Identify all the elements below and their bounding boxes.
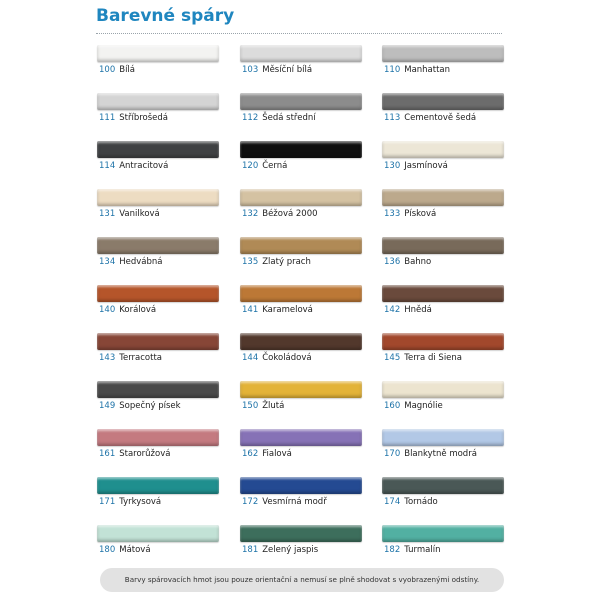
swatch-label [99,545,223,556]
swatch-label [242,401,366,412]
swatch-item [240,141,362,177]
swatch-name: Šedá střední [262,113,316,123]
swatch-name: Cementově šedá [404,113,477,123]
swatch-item [382,285,504,321]
swatch-name: Antracitová [119,161,169,171]
swatch-name: Bílá [119,65,135,75]
color-swatch [240,93,362,110]
swatch-label [99,113,223,124]
swatch-code: 113 [384,113,401,123]
swatch-label [384,161,508,172]
swatch-code: 130 [384,161,401,171]
swatch-code: 181 [242,545,259,555]
swatch-name: Béžová 2000 [262,209,318,219]
swatch-code: 133 [384,209,401,219]
swatch-code: 100 [99,65,116,75]
color-swatch [97,477,219,494]
color-swatch [240,381,362,398]
color-swatch [97,93,219,110]
swatch-label [384,401,508,412]
swatch-label [99,401,223,412]
swatch-label [242,113,366,124]
swatch-name: Tyrkysová [119,497,162,507]
page-title: Barevné spáry [96,6,235,26]
swatch-item [97,93,219,129]
swatch-code: 111 [99,113,116,123]
swatch-name: Bahno [404,257,432,267]
swatch-label [242,161,366,172]
swatch-code: 136 [384,257,401,267]
swatch-code: 140 [99,305,116,315]
color-swatch [240,333,362,350]
color-swatch [382,285,504,302]
swatch-code: 174 [384,497,401,507]
swatch-item [382,45,504,81]
swatch-item [97,189,219,225]
swatch-code: 135 [242,257,259,267]
swatch-item [240,189,362,225]
swatch-item [382,381,504,417]
swatch-name: Žlutá [262,401,285,411]
swatch-code: 120 [242,161,259,171]
swatch-label [384,257,508,268]
swatch-item [97,333,219,369]
swatch-label [242,449,366,460]
swatch-code: 141 [242,305,259,315]
swatch-code: 114 [99,161,116,171]
color-swatch [382,141,504,158]
swatch-code: 110 [384,65,401,75]
swatch-item [382,93,504,129]
swatch-label [99,65,223,76]
swatch-name: Vanilková [119,209,160,219]
swatch-label [384,353,508,364]
swatch-label [242,497,366,508]
swatch-name: Hedvábná [119,257,163,267]
color-swatch [382,429,504,446]
swatch-label [384,209,508,220]
swatch-name: Blankytně modrá [404,449,477,459]
swatch-name: Zelený jaspis [262,545,319,555]
swatch-item [382,141,504,177]
color-swatch [382,477,504,494]
swatch-name: Měsíční bílá [262,65,313,75]
swatch-item [97,429,219,465]
swatch-item [240,477,362,513]
swatch-name: Vesmírná modř [262,497,327,507]
color-swatch [240,285,362,302]
swatch-item [97,381,219,417]
color-swatch [382,381,504,398]
swatch-label [242,305,366,316]
color-swatch [97,45,219,62]
swatch-item [240,285,362,321]
swatch-item [382,333,504,369]
disclaimer-note: Barvy spárovacích hmot jsou pouze orientační a nemusí se plně shodovat s vyobrazenými odstíny. [100,568,504,592]
color-swatch [382,525,504,542]
color-swatch [382,45,504,62]
swatch-item [97,237,219,273]
swatch-label [99,305,223,316]
swatch-code: 143 [99,353,116,363]
color-swatch [240,525,362,542]
color-swatch [97,189,219,206]
swatch-item [240,429,362,465]
swatch-name: Zlatý prach [262,257,311,267]
swatch-code: 134 [99,257,116,267]
swatch-name: Hnědá [404,305,432,315]
swatch-label [99,257,223,268]
swatch-item [382,525,504,561]
swatch-item [382,237,504,273]
swatch-name: Magnólie [404,401,443,411]
swatch-code: 160 [384,401,401,411]
swatch-item [97,525,219,561]
color-swatch [240,429,362,446]
swatch-name: Černá [262,161,288,171]
swatch-code: 172 [242,497,259,507]
swatch-item [240,381,362,417]
swatch-name: Terra di Siena [404,353,463,363]
swatch-item [382,189,504,225]
swatch-name: Starorůžová [119,449,171,459]
swatch-code: 112 [242,113,259,123]
swatch-label [242,353,366,364]
color-swatch [382,237,504,254]
color-swatch [97,429,219,446]
swatch-label [384,65,508,76]
color-swatch [97,141,219,158]
swatch-label [242,65,366,76]
swatch-label [99,497,223,508]
swatch-label [384,113,508,124]
swatch-code: 182 [384,545,401,555]
swatch-code: 145 [384,353,401,363]
swatch-label [242,545,366,556]
swatch-code: 132 [242,209,259,219]
swatch-item [97,285,219,321]
swatch-label [384,545,508,556]
swatch-item [240,525,362,561]
swatch-label [99,449,223,460]
swatch-code: 170 [384,449,401,459]
swatch-item [240,237,362,273]
color-swatch [382,189,504,206]
color-swatch [97,333,219,350]
swatch-item [382,477,504,513]
swatch-label [384,497,508,508]
swatch-code: 103 [242,65,259,75]
swatch-code: 162 [242,449,259,459]
swatch-code: 131 [99,209,116,219]
swatch-code: 161 [99,449,116,459]
swatch-label [242,209,366,220]
swatch-name: Stříbrošedá [119,113,168,123]
swatch-item [382,429,504,465]
color-swatch [240,45,362,62]
swatch-item [97,141,219,177]
swatch-label [242,257,366,268]
swatch-name: Fialová [262,449,292,459]
swatch-name: Jasmínová [404,161,448,171]
swatch-code: 144 [242,353,259,363]
swatch-item [240,45,362,81]
swatch-code: 180 [99,545,116,555]
swatch-name: Čokoládová [262,353,312,363]
color-swatch [97,237,219,254]
swatch-name: Sopečný písek [119,401,181,411]
color-swatch [240,237,362,254]
color-swatch [382,93,504,110]
swatch-code: 142 [384,305,401,315]
color-swatch [97,285,219,302]
swatch-item [240,93,362,129]
swatch-item [240,333,362,369]
color-swatch [97,525,219,542]
swatch-code: 149 [99,401,116,411]
color-swatch [382,333,504,350]
swatch-name: Karamelová [262,305,313,315]
swatch-name: Manhattan [404,65,451,75]
swatch-label [99,353,223,364]
swatch-label [99,209,223,220]
color-swatch [240,141,362,158]
swatch-name: Turmalín [404,545,441,555]
swatch-label [99,161,223,172]
swatch-item [97,477,219,513]
swatch-code: 171 [99,497,116,507]
swatch-name: Tornádo [404,497,438,507]
swatch-name: Písková [404,209,437,219]
color-swatch [240,477,362,494]
swatch-code: 150 [242,401,259,411]
color-swatch [240,189,362,206]
swatch-name: Terracotta [119,353,163,363]
swatch-name: Korálová [119,305,157,315]
swatch-name: Mátová [119,545,151,555]
swatch-label [384,305,508,316]
swatch-item [97,45,219,81]
swatch-label [384,449,508,460]
color-swatch [97,381,219,398]
